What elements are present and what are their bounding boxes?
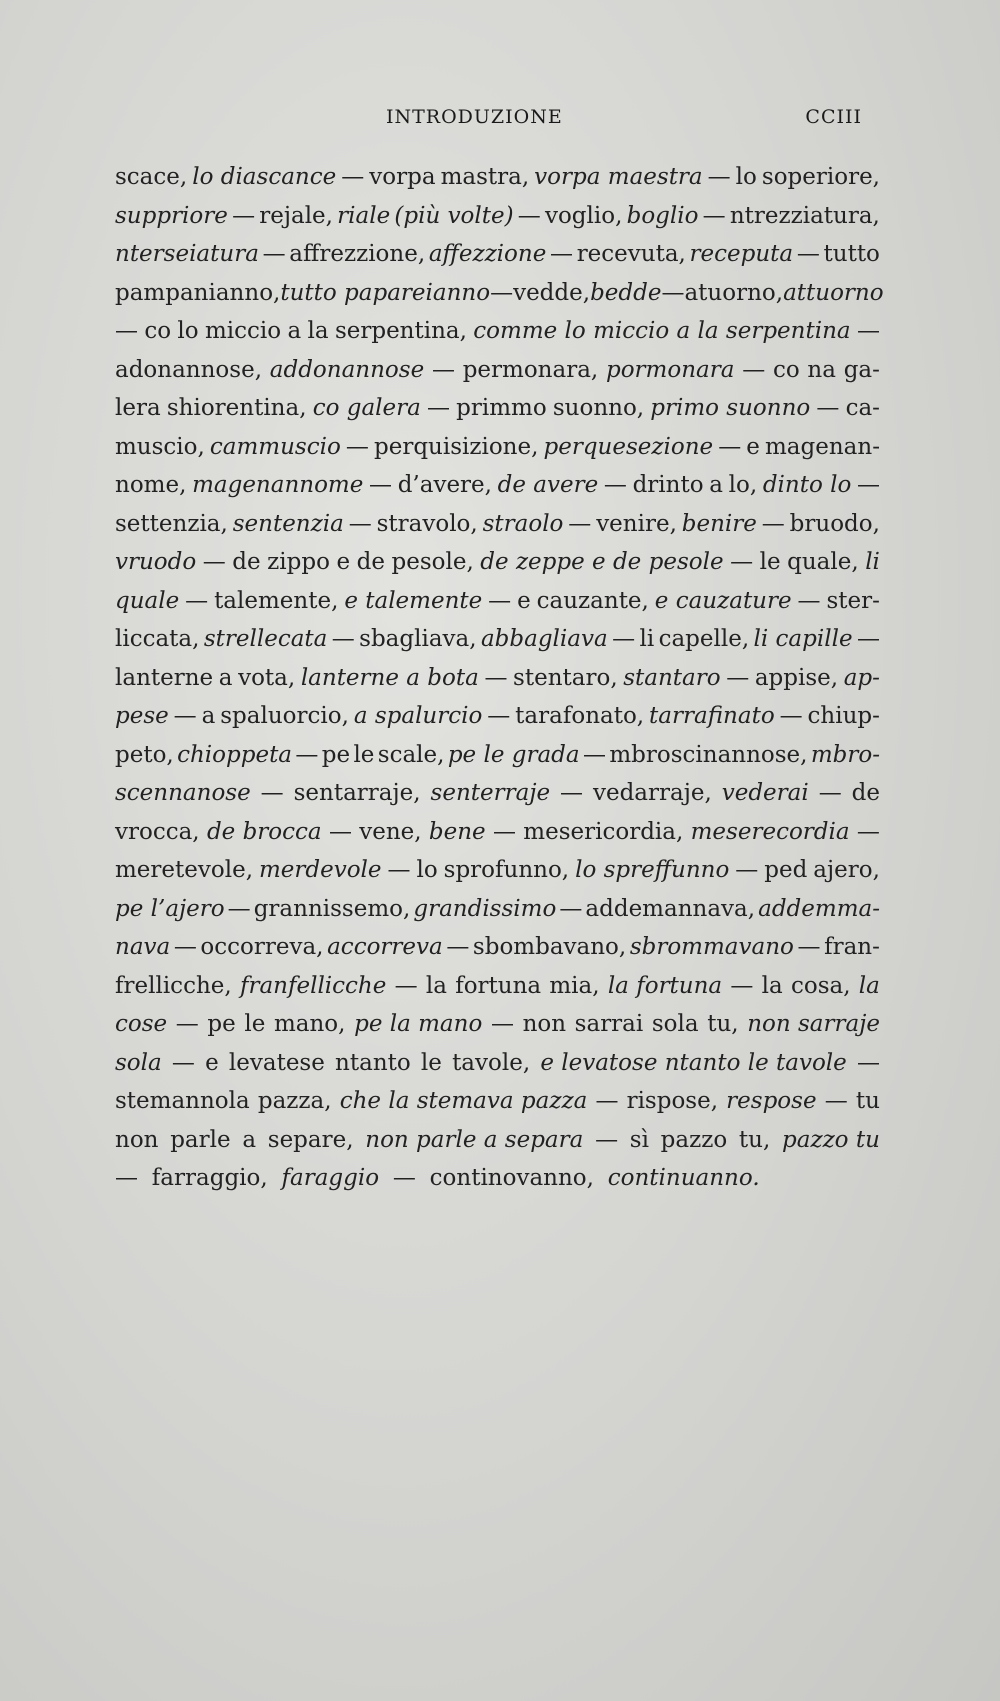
- word: —: [816, 395, 840, 421]
- italic-word: la: [858, 972, 880, 999]
- italic-word: abbagliava: [480, 626, 608, 652]
- word: —: [702, 202, 726, 229]
- italic-word: sbrommavano: [629, 934, 794, 960]
- word: ajero,: [813, 857, 880, 883]
- word: e: [517, 587, 531, 614]
- word: ntrezziatura,: [729, 202, 880, 229]
- italic-word: dinto lo: [762, 472, 852, 498]
- italic-word: nava: [115, 934, 171, 960]
- word: —: [488, 587, 512, 614]
- word: capelle,: [658, 626, 750, 652]
- italic-word: li: [865, 549, 880, 575]
- word: d’avere,: [397, 472, 492, 498]
- word: vrocca,: [115, 818, 200, 845]
- italic-word: e levatose ntanto le tavole: [540, 1049, 847, 1076]
- word: —: [202, 549, 226, 575]
- word: —: [173, 934, 197, 960]
- word: —: [730, 972, 754, 999]
- word: —: [295, 741, 319, 768]
- word: tarafonato,: [515, 703, 645, 729]
- italic-word: riale: [337, 202, 391, 229]
- word: de: [356, 549, 385, 575]
- word: affrezzione,: [289, 241, 426, 267]
- word: —: [856, 626, 880, 652]
- word: —: [173, 703, 197, 729]
- text-line: [115, 851, 880, 890]
- page-number: CCIII: [805, 106, 862, 128]
- text-line: [115, 274, 884, 313]
- word: —: [348, 510, 372, 537]
- word: perquisizione,: [373, 433, 539, 460]
- word: voglio,: [544, 202, 623, 229]
- word: e: [336, 549, 351, 575]
- word: vedarraje,: [592, 780, 712, 806]
- word: la: [425, 972, 447, 999]
- word: —: [856, 472, 880, 498]
- word: —: [369, 472, 393, 498]
- italic-word: co galera: [312, 395, 421, 421]
- text-line: [115, 736, 880, 775]
- word: rispose,: [626, 1088, 719, 1114]
- word: rejale,: [259, 202, 333, 229]
- word: appise,: [754, 664, 839, 691]
- word: a: [287, 318, 302, 344]
- italic-word: bedde: [590, 279, 662, 306]
- italic-word: primo suonno: [650, 395, 811, 421]
- word: —: [331, 626, 355, 652]
- word: continovanno,: [429, 1165, 594, 1191]
- word: —: [345, 433, 369, 460]
- text-line: [115, 928, 880, 967]
- word: —: [568, 510, 592, 537]
- text-line: [115, 1159, 880, 1198]
- italic-word: tutto papareianno: [280, 279, 491, 306]
- word: levatese: [228, 1049, 325, 1076]
- word: tavole,: [452, 1049, 531, 1076]
- text-line: [115, 967, 880, 1006]
- word: atuorno,: [684, 279, 784, 306]
- italic-word: cammuscio: [209, 433, 341, 460]
- word: tu,: [738, 1126, 771, 1153]
- italic-word: continuanno.: [607, 1165, 760, 1191]
- word: —: [824, 1088, 848, 1114]
- word: fortuna: [455, 972, 542, 999]
- page-header: [386, 106, 862, 136]
- italic-word: respose: [726, 1088, 817, 1114]
- italic-word: affezzione: [428, 241, 547, 267]
- word: —: [718, 433, 742, 460]
- word: soperiore,: [761, 164, 880, 190]
- text-line: [115, 813, 880, 852]
- word: recevuta,: [576, 241, 686, 267]
- word: —: [446, 934, 470, 960]
- italic-word: de zeppe e de pesole: [480, 549, 724, 575]
- word: talemente,: [214, 587, 339, 614]
- italic-word: la fortuna: [607, 972, 723, 999]
- italic-word: cose: [115, 1011, 168, 1037]
- word: vorpa: [369, 164, 436, 190]
- word: scace,: [115, 164, 188, 190]
- italic-word: straolo: [482, 510, 564, 537]
- word: chiup-: [807, 703, 880, 729]
- word: —: [115, 318, 138, 344]
- word: magenan-: [765, 433, 880, 460]
- italic-word: scennanose: [115, 780, 251, 806]
- text-line: [115, 620, 880, 659]
- word: scale,: [377, 741, 445, 768]
- italic-word: accorreva: [327, 934, 443, 960]
- word: —: [392, 1165, 416, 1191]
- text-line: [115, 1121, 880, 1160]
- word: fran-: [824, 934, 880, 960]
- italic-word: e talemente: [344, 587, 483, 614]
- word: le: [353, 741, 375, 768]
- word: occorreva,: [200, 934, 324, 960]
- word: non: [115, 1126, 159, 1153]
- italic-word: pazzo tu: [782, 1126, 880, 1153]
- word: meretevole,: [115, 857, 253, 883]
- word: e: [746, 433, 760, 460]
- word: drinto: [632, 472, 704, 498]
- word: —: [262, 241, 286, 267]
- italic-word: pese: [115, 703, 169, 729]
- text-line: [115, 1005, 880, 1044]
- word: le: [420, 1049, 442, 1076]
- word: addemannava,: [585, 895, 756, 922]
- text-line: [115, 774, 880, 813]
- italic-word: receputa: [689, 241, 794, 267]
- word: tutto: [823, 241, 880, 267]
- word: sbombavano,: [472, 934, 627, 960]
- word: —: [517, 202, 541, 229]
- word: —: [490, 279, 514, 306]
- text-line: [115, 158, 880, 197]
- word: stentaro,: [513, 664, 618, 691]
- text-line: [115, 1082, 880, 1121]
- italic-word: vorpa maestra: [534, 164, 703, 190]
- word: la: [307, 318, 329, 344]
- word: serpentina,: [334, 318, 467, 344]
- text-line: [115, 505, 880, 544]
- italic-word: sentenzia: [232, 510, 344, 537]
- word: sì: [629, 1126, 649, 1153]
- italic-word: comme lo miccio a la serpentina: [473, 318, 851, 344]
- word: ster-: [826, 587, 880, 614]
- word: —: [856, 1049, 880, 1076]
- word: co: [144, 318, 172, 344]
- word: pesole,: [391, 549, 474, 575]
- text-line: [115, 235, 880, 274]
- word: —: [431, 356, 455, 383]
- italic-word: franfellicche: [239, 972, 387, 999]
- word: —: [559, 895, 583, 922]
- word: —: [490, 1011, 514, 1037]
- italic-word: pe le grada: [447, 741, 580, 768]
- word: —: [595, 1088, 619, 1114]
- word: a: [201, 703, 216, 729]
- word: —: [227, 895, 251, 922]
- word: ga-: [843, 356, 880, 383]
- word: —: [560, 780, 584, 806]
- word: —: [707, 164, 731, 190]
- italic-word: chioppeta: [177, 741, 293, 768]
- word: —: [818, 780, 842, 806]
- word: liccata,: [115, 626, 200, 652]
- word: miccio: [204, 318, 282, 344]
- word: —: [394, 972, 418, 999]
- word: shiorentina,: [166, 395, 307, 421]
- word: —: [185, 587, 209, 614]
- italic-word: li capille: [753, 626, 853, 652]
- italic-word: vederai: [721, 780, 809, 806]
- word: lera: [115, 395, 161, 421]
- word: co: [772, 356, 800, 383]
- word: farraggio,: [151, 1165, 268, 1191]
- word: sprofunno,: [443, 857, 570, 883]
- word: tu,: [707, 1011, 739, 1037]
- italic-word: perquesezione: [543, 433, 714, 460]
- word: separe,: [267, 1126, 354, 1153]
- word: —: [726, 664, 750, 691]
- word: a: [218, 664, 233, 691]
- word: li: [639, 626, 655, 652]
- word: peto,: [115, 741, 174, 768]
- word: lo: [735, 164, 757, 190]
- italic-word: a spalurcio: [353, 703, 483, 729]
- word: —: [492, 818, 516, 845]
- italic-word: (più volte): [394, 202, 514, 229]
- italic-word: bene: [428, 818, 486, 845]
- italic-word: lanterne a bota: [300, 664, 479, 691]
- running-title: INTRODUZIONE: [386, 106, 563, 128]
- italic-word: stantaro: [623, 664, 721, 691]
- word: pe: [207, 1011, 236, 1037]
- word: venire,: [596, 510, 677, 537]
- italic-word: non sarraje: [747, 1011, 880, 1037]
- word: —: [260, 780, 284, 806]
- word: —: [730, 549, 754, 575]
- word: quale,: [787, 549, 859, 575]
- word: frellicche,: [115, 972, 232, 999]
- text-line: [115, 582, 880, 621]
- word: mia,: [549, 972, 600, 999]
- italic-word: vruodo: [115, 549, 197, 575]
- word: —: [661, 279, 685, 306]
- word: cosa,: [790, 972, 851, 999]
- italic-word: sola: [115, 1049, 162, 1076]
- text-line: [115, 890, 880, 929]
- italic-word: de avere: [497, 472, 599, 498]
- word: —: [779, 703, 803, 729]
- italic-word: non parle a separa: [365, 1126, 584, 1153]
- italic-word: mbro-: [810, 741, 880, 768]
- text-line: [115, 312, 880, 351]
- text-line: [115, 466, 880, 505]
- word: —: [171, 1049, 195, 1076]
- italic-word: lo spreffunno: [575, 857, 730, 883]
- word: ped: [764, 857, 808, 883]
- word: non: [522, 1011, 567, 1037]
- word: —: [484, 664, 508, 691]
- italic-word: quale: [115, 587, 180, 614]
- word: tu: [855, 1088, 880, 1114]
- italic-word: tarrafinato: [649, 703, 775, 729]
- word: de: [851, 780, 880, 806]
- word: —: [232, 202, 256, 229]
- italic-word: ap-: [843, 664, 880, 691]
- word: —: [603, 472, 627, 498]
- italic-word: grandissimo: [413, 895, 557, 922]
- word: —: [742, 356, 766, 383]
- word: —: [761, 510, 785, 537]
- word: vene,: [359, 818, 422, 845]
- word: a: [242, 1126, 257, 1153]
- italic-word: de brocca: [206, 818, 322, 845]
- italic-word: addemma-: [758, 895, 880, 922]
- text-line: [115, 351, 880, 390]
- word: sbagliava,: [359, 626, 477, 652]
- word: parle: [170, 1126, 231, 1153]
- word: —: [328, 818, 352, 845]
- word: mbroscinannose,: [609, 741, 808, 768]
- word: vota,: [238, 664, 296, 691]
- italic-word: nterseiatura: [115, 241, 259, 267]
- word: —: [797, 934, 821, 960]
- word: pazzo: [660, 1126, 728, 1153]
- word: la: [761, 972, 783, 999]
- word: mesericordia,: [523, 818, 684, 845]
- word: —: [612, 626, 636, 652]
- word: lo: [177, 318, 199, 344]
- word: —: [797, 587, 821, 614]
- word: suonno,: [552, 395, 645, 421]
- text-line: [115, 197, 880, 236]
- italic-word: pormonara: [605, 356, 735, 383]
- italic-word: pe l’ajero: [115, 895, 225, 922]
- word: —: [427, 395, 450, 421]
- word: pampanianno,: [115, 279, 281, 306]
- word: —: [175, 1011, 199, 1037]
- word: lo,: [728, 472, 758, 498]
- word: lo: [416, 857, 438, 883]
- word: sarrai: [574, 1011, 644, 1037]
- word: pazza,: [257, 1088, 332, 1114]
- word: zippo: [267, 549, 330, 575]
- text-line: [115, 543, 880, 582]
- word: —: [856, 318, 880, 344]
- italic-word: meserecordia: [690, 818, 850, 845]
- italic-word: merdevole: [258, 857, 382, 883]
- word: nome,: [115, 472, 187, 498]
- word: —: [115, 1165, 138, 1191]
- word: —: [582, 741, 606, 768]
- text-line: [115, 659, 880, 698]
- word: settenzia,: [115, 510, 228, 537]
- italic-word: benire: [681, 510, 757, 537]
- word: e: [205, 1049, 219, 1076]
- word: —: [341, 164, 365, 190]
- word: mano,: [273, 1011, 346, 1037]
- word: grannissemo,: [253, 895, 411, 922]
- word: mastra,: [440, 164, 530, 190]
- italic-word: lo diascance: [192, 164, 337, 190]
- word: a: [709, 472, 723, 498]
- word: lanterne: [115, 664, 214, 691]
- word: —: [550, 241, 573, 267]
- word: sentarraje,: [293, 780, 421, 806]
- word: stravolo,: [376, 510, 478, 537]
- word: muscio,: [115, 433, 205, 460]
- text-line: [115, 389, 880, 428]
- italic-word: che la stemava pazza: [339, 1088, 588, 1114]
- word: —: [735, 857, 759, 883]
- italic-word: addonannose: [269, 356, 425, 383]
- word: —: [595, 1126, 619, 1153]
- italic-word: magenannome: [192, 472, 364, 498]
- word: sola: [651, 1011, 699, 1037]
- italic-word: e cauzature: [654, 587, 792, 614]
- italic-word: strellecata: [203, 626, 328, 652]
- italic-word: attuorno: [783, 279, 884, 306]
- word: permonara,: [462, 356, 599, 383]
- word: spaluorcio,: [220, 703, 349, 729]
- word: vedde,: [513, 279, 591, 306]
- text-line: [115, 428, 880, 467]
- word: de: [232, 549, 261, 575]
- italic-word: suppriore: [115, 202, 228, 229]
- word: cauzante,: [536, 587, 649, 614]
- word: adonannose,: [115, 356, 263, 383]
- text-line: [115, 1044, 880, 1083]
- word: —: [856, 818, 880, 845]
- word: —: [796, 241, 820, 267]
- word: pe: [321, 741, 351, 768]
- word: stemannola: [115, 1088, 250, 1114]
- word: ca-: [845, 395, 880, 421]
- word: —: [487, 703, 511, 729]
- word: le: [759, 549, 781, 575]
- word: bruodo,: [789, 510, 880, 537]
- text-line: [115, 697, 880, 736]
- italic-word: faraggio: [281, 1165, 380, 1191]
- word: na: [807, 356, 836, 383]
- word: le: [244, 1011, 266, 1037]
- italic-word: boglio: [626, 202, 699, 229]
- word: primmo: [456, 395, 547, 421]
- italic-word: pe la mano: [354, 1011, 483, 1037]
- word: ntanto: [335, 1049, 411, 1076]
- body-text: [115, 158, 884, 1198]
- word: —: [387, 857, 411, 883]
- italic-word: senterraje: [430, 780, 551, 806]
